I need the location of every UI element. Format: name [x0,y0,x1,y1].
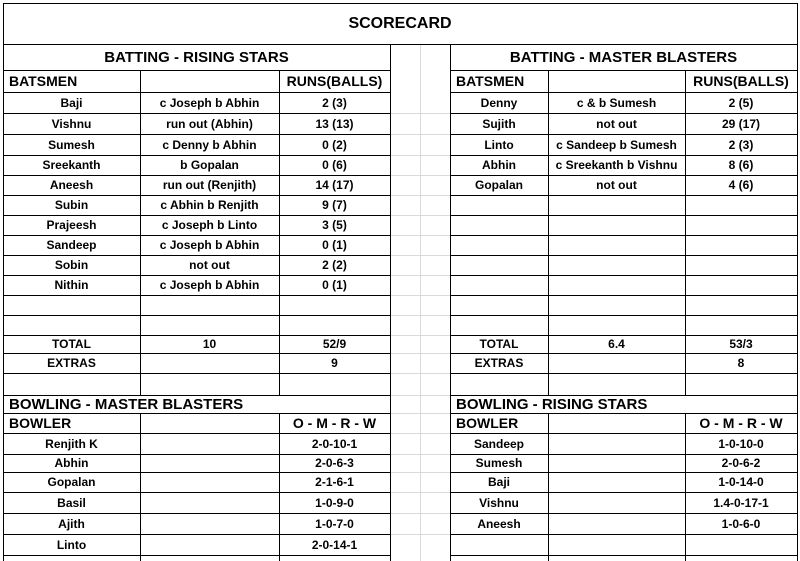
left-batsman-runs: 0 (1) [322,238,347,252]
left-batsman-dismissal: c Joseph b Linto [161,218,258,232]
right-col-bowler: BOWLER [456,415,519,431]
left-bowler-name: Ajith [58,516,85,531]
left-col-line [140,413,141,561]
left-row-line [3,295,391,296]
left-batsman-dismissal: b Gopalan [180,158,239,172]
left-bowler-name: Renjith K [45,436,98,451]
right-row-line [450,275,798,276]
right-bowler-figures: 2-0-6-2 [721,456,761,470]
left-bowler-name: Basil [57,495,86,510]
right-row-line [450,534,798,535]
left-total-score: 52/9 [322,337,347,351]
right-row-line [450,373,798,374]
right-row-line [450,235,798,236]
left-batsman-name: Prajeesh [46,218,97,232]
right-batsman-dismissal: not out [596,116,637,131]
left-row-line [3,555,391,556]
left-batsman-name: Sreekanth [42,158,101,172]
left-batsman-dismissal: c Joseph b Abhin [159,278,260,292]
right-panel-border-right [797,44,798,561]
left-batting-title: BATTING - RISING STARS [104,48,289,66]
right-batsman-name: Abhin [482,158,516,172]
right-batsman-name: Denny [480,95,518,110]
right-extras-label: EXTRAS [474,356,524,370]
right-total-score: 53/3 [729,337,753,351]
left-col-figures: O - M - R - W [292,415,377,431]
left-batsman-dismissal: c Denny b Abhin [162,137,257,152]
left-row-line [3,315,391,316]
left-batsman-name: Sumesh [48,137,95,152]
left-batsman-name: Nithin [54,278,89,292]
left-batsman-dismissal: run out (Abhin) [166,116,253,131]
left-batsman-runs: 0 (2) [322,137,347,152]
left-panel-border-right [390,44,391,561]
right-row-line [450,215,798,216]
left-batsman-dismissal: c Joseph b Abhin [159,238,260,252]
left-batsman-runs: 2 (2) [322,258,347,272]
right-col-runs: RUNS(BALLS) [693,73,789,89]
left-batsman-dismissal: run out (Renjith) [162,178,257,192]
left-bowler-figures: 2-0-10-1 [311,436,358,451]
right-row-line [450,555,798,556]
right-bowler-name: Baji [487,475,510,489]
left-bowling-title: BOWLING - MASTER BLASTERS [9,395,244,413]
right-batsman-runs: 29 (17) [721,116,761,131]
right-bowler-figures: 1-0-14-0 [718,475,764,489]
right-bowler-name: Aneesh [477,516,521,531]
right-total-overs: 6.4 [608,337,625,351]
left-total-overs: 10 [202,337,217,351]
right-batsman-runs: 2 (3) [728,137,754,152]
right-row-line [450,255,798,256]
right-bowler-figures: 1.4-0-17-1 [713,495,769,510]
left-row-line [3,373,391,374]
left-col-batsmen: BATSMEN [9,73,78,89]
left-total-label: TOTAL [52,337,91,351]
left-extras-label: EXTRAS [47,356,96,370]
right-row-line [450,195,798,196]
left-batsman-dismissal: c Joseph b Abhin [159,95,260,110]
left-batsman-name: Sobin [54,258,89,272]
left-batsman-runs: 3 (5) [322,218,347,232]
right-row-line [450,315,798,316]
right-col-figures: O - M - R - W [699,415,783,431]
left-batsman-name: Sandeep [46,238,97,252]
left-batsman-name: Baji [60,95,83,110]
left-batsman-name: Subin [54,198,89,212]
right-bowler-name: Vishnu [479,495,519,510]
right-batsman-dismissal: c Sandeep b Sumesh [556,137,677,152]
right-total-label: TOTAL [479,337,519,351]
page-title: SCORECARD [348,14,452,32]
left-bowler-figures: 2-0-6-3 [315,456,354,470]
right-bowler-figures: 1-0-6-0 [721,516,761,531]
left-bowler-name: Gopalan [47,475,96,489]
left-col-runs: RUNS(BALLS) [286,73,383,89]
right-batsman-dismissal: c Sreekanth b Vishnu [555,158,678,172]
right-bowling-title: BOWLING - RISING STARS [456,395,648,413]
right-batting-title: BATTING - MASTER BLASTERS [509,48,738,66]
right-batsman-dismissal: not out [596,178,637,192]
left-batsman-dismissal: c Abhin b Renjith [160,198,259,212]
right-batsman-runs: 8 (6) [728,158,754,172]
left-bowler-figures: 2-1-6-1 [315,475,354,489]
left-col-bowler: BOWLER [9,415,72,431]
left-batsman-name: Vishnu [51,116,92,131]
right-batsman-name: Gopalan [474,178,523,192]
right-col-line [548,413,549,561]
right-batsman-name: Linto [484,137,514,152]
left-bowler-figures: 1-0-7-0 [315,516,354,531]
right-batsman-dismissal: c & b Sumesh [576,95,657,110]
left-extras-value: 9 [331,356,338,370]
left-batsman-dismissal: not out [189,258,230,272]
left-bowler-figures: 2-0-14-1 [311,537,358,552]
left-batsman-runs: 9 (7) [322,198,347,212]
left-batsman-runs: 0 (1) [322,278,347,292]
right-bowler-name: Sandeep [473,436,524,451]
left-bowler-name: Abhin [54,456,89,470]
gridline [420,44,421,561]
right-batsman-runs: 2 (5) [728,95,754,110]
right-batsman-runs: 4 (6) [728,178,754,192]
left-batsman-runs: 13 (13) [315,116,354,131]
right-bowler-figures: 1-0-10-0 [718,436,764,451]
right-batsman-name: Sujith [482,116,516,131]
left-bowler-figures: 1-0-9-0 [315,495,354,510]
right-bowler-name: Sumesh [475,456,523,470]
left-batsman-runs: 0 (6) [322,158,347,172]
left-batsman-name: Aneesh [49,178,94,192]
left-batsman-runs: 2 (3) [322,95,347,110]
right-col-batsmen: BATSMEN [456,73,525,89]
left-batsman-runs: 14 (17) [315,178,354,192]
left-bowler-name: Linto [56,537,87,552]
right-extras-value: 8 [737,356,745,370]
right-row-line [450,295,798,296]
